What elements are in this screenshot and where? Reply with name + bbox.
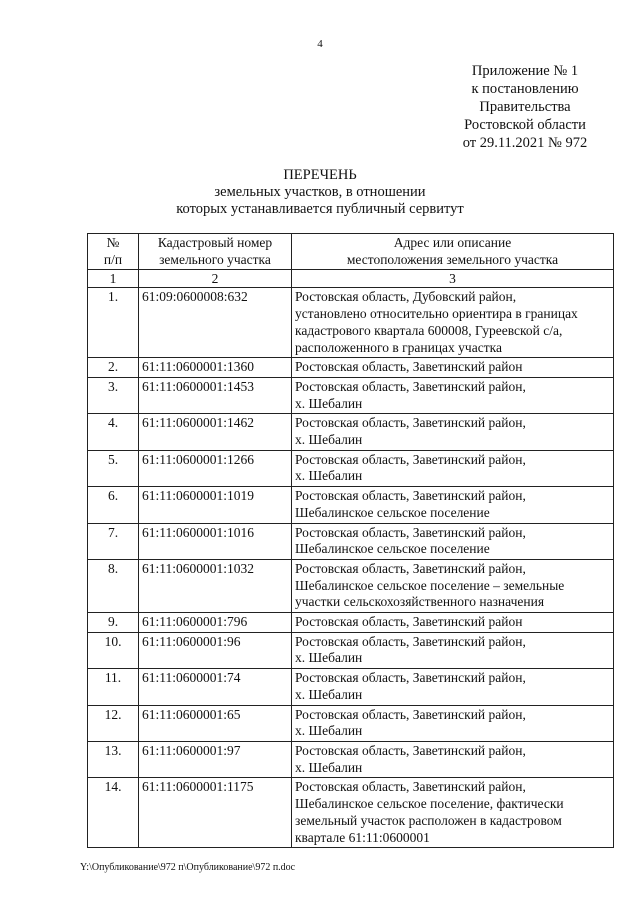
address-line: х. Шебалин — [295, 468, 363, 484]
address-line: Шебалинское сельское поселение — [295, 541, 490, 557]
header-address — [292, 234, 614, 270]
cadastral-number: 61:11:0600001:1019 — [139, 487, 292, 523]
table-row — [88, 778, 614, 848]
address-cell — [292, 450, 614, 486]
row-number: 3. — [88, 377, 139, 413]
address-cell — [292, 358, 614, 378]
address-cell — [292, 487, 614, 523]
address-line: Ростовская область, Заветинский район, — [295, 670, 526, 686]
cadastral-number: 61:11:0600001:74 — [139, 669, 292, 705]
address-cell — [292, 741, 614, 777]
footer-file-path: Y:\Опубликование\972 п\Опубликование\972 п.doc — [80, 862, 296, 873]
appendix-line: к постановлению — [471, 81, 579, 97]
table-row — [88, 705, 614, 741]
cadastral-number: 61:11:0600001:1266 — [139, 450, 292, 486]
address-line: квартале 61:11:0600001 — [295, 829, 430, 845]
row-number: 8. — [88, 559, 139, 612]
parcels-table — [87, 233, 614, 848]
document-title — [0, 167, 640, 218]
address-cell — [292, 705, 614, 741]
cadastral-number: 61:11:0600001:97 — [139, 741, 292, 777]
address-line: Ростовская область, Заветинский район, — [295, 415, 526, 431]
header-num-line: п/п — [103, 251, 123, 267]
table-row — [88, 669, 614, 705]
appendix-header — [430, 62, 620, 152]
row-number: 10. — [88, 632, 139, 668]
address-line: х. Шебалин — [295, 723, 363, 739]
row-number: 13. — [88, 741, 139, 777]
appendix-line: Приложение № 1 — [471, 63, 579, 79]
header-num — [88, 234, 139, 270]
row-number: 12. — [88, 705, 139, 741]
cadastral-number: 61:11:0600001:1453 — [139, 377, 292, 413]
table-row — [88, 559, 614, 612]
table-row — [88, 523, 614, 559]
address-line: х. Шебалин — [295, 432, 363, 448]
appendix-line: Ростовской области — [464, 117, 586, 133]
address-line: х. Шебалин — [295, 759, 363, 775]
table-row — [88, 414, 614, 450]
address-line: Ростовская область, Заветинский район, — [295, 706, 526, 722]
address-cell — [292, 778, 614, 848]
address-cell — [292, 669, 614, 705]
row-number: 14. — [88, 778, 139, 848]
row-number: 6. — [88, 487, 139, 523]
address-line: х. Шебалин — [295, 686, 363, 702]
address-line: Ростовская область, Заветинский район, — [295, 742, 526, 758]
address-line: х. Шебалин — [295, 395, 363, 411]
address-cell — [292, 288, 614, 358]
row-number: 2. — [88, 358, 139, 378]
row-number: 9. — [88, 613, 139, 633]
cadastral-number: 61:11:0600001:65 — [139, 705, 292, 741]
column-number: 1 — [88, 270, 139, 288]
appendix-line: от 29.11.2021 № 972 — [462, 135, 588, 151]
address-cell — [292, 632, 614, 668]
address-line: Шебалинское сельское поселение — [295, 504, 490, 520]
header-address-line: местоположения земельного участка — [346, 251, 559, 267]
cadastral-number: 61:11:0600001:1016 — [139, 523, 292, 559]
header-num-line: № — [106, 235, 120, 250]
header-address-line: Адрес или описание — [393, 235, 512, 250]
row-number: 4. — [88, 414, 139, 450]
address-line: Ростовская область, Дубовский район, — [295, 289, 517, 305]
table-row — [88, 487, 614, 523]
table-row — [88, 288, 614, 358]
address-line: Ростовская область, Заветинский район, — [295, 560, 526, 576]
address-line: Ростовская область, Заветинский район, — [295, 488, 526, 504]
header-cadastral-line: Кадастровый номер — [157, 235, 273, 250]
address-line: Ростовская область, Заветинский район — [295, 614, 523, 630]
address-line: кадастрового квартала 600008, Гуреевской с/а, — [295, 322, 563, 338]
row-number: 7. — [88, 523, 139, 559]
column-number: 3 — [292, 270, 614, 288]
cadastral-number: 61:09:0600008:632 — [139, 288, 292, 358]
address-cell — [292, 613, 614, 633]
address-line: Ростовская область, Заветинский район, — [295, 451, 526, 467]
cadastral-number: 61:11:0600001:1360 — [139, 358, 292, 378]
address-line: установлено относительно ориентира в границах — [295, 306, 578, 322]
row-number: 5. — [88, 450, 139, 486]
table-row — [88, 377, 614, 413]
address-line: участки сельскохозяйственного назначения — [295, 594, 545, 610]
row-number: 1. — [88, 288, 139, 358]
address-line: Ростовская область, Заветинский район, — [295, 378, 526, 394]
column-number: 2 — [139, 270, 292, 288]
cadastral-number: 61:11:0600001:96 — [139, 632, 292, 668]
title-heading: ПЕРЕЧЕНЬ — [283, 167, 357, 183]
address-line: Ростовская область, Заветинский район, — [295, 524, 526, 540]
address-cell — [292, 559, 614, 612]
cadastral-number: 61:11:0600001:796 — [139, 613, 292, 633]
cadastral-number: 61:11:0600001:1462 — [139, 414, 292, 450]
address-line: х. Шебалин — [295, 650, 363, 666]
address-line: земельный участок расположен в кадастровом — [295, 812, 562, 828]
table-header-row — [88, 234, 614, 270]
table-row — [88, 358, 614, 378]
address-line: Ростовская область, Заветинский район — [295, 359, 523, 375]
address-cell — [292, 414, 614, 450]
page-number: 4 — [317, 38, 323, 50]
address-line: Шебалинское сельское поселение, фактически — [295, 796, 564, 812]
table-row — [88, 632, 614, 668]
title-subline: земельных участков, в отношении — [214, 184, 426, 200]
address-line: расположенного в границах участка — [295, 339, 502, 355]
column-number-row — [88, 270, 614, 288]
table-row — [88, 741, 614, 777]
address-line: Ростовская область, Заветинский район, — [295, 779, 526, 795]
address-line: Шебалинское сельское поселение – земельные — [295, 577, 565, 593]
title-subline: которых устанавливается публичный сервитут — [176, 201, 464, 217]
cadastral-number: 61:11:0600001:1032 — [139, 559, 292, 612]
table-row — [88, 613, 614, 633]
header-cadastral-line: земельного участка — [159, 251, 271, 267]
row-number: 11. — [88, 669, 139, 705]
cadastral-number: 61:11:0600001:1175 — [139, 778, 292, 848]
address-line: Ростовская область, Заветинский район, — [295, 633, 526, 649]
table-row — [88, 450, 614, 486]
address-cell — [292, 523, 614, 559]
table-body — [88, 288, 614, 848]
address-cell — [292, 377, 614, 413]
header-cadastral — [139, 234, 292, 270]
appendix-line: Правительства — [479, 99, 571, 115]
